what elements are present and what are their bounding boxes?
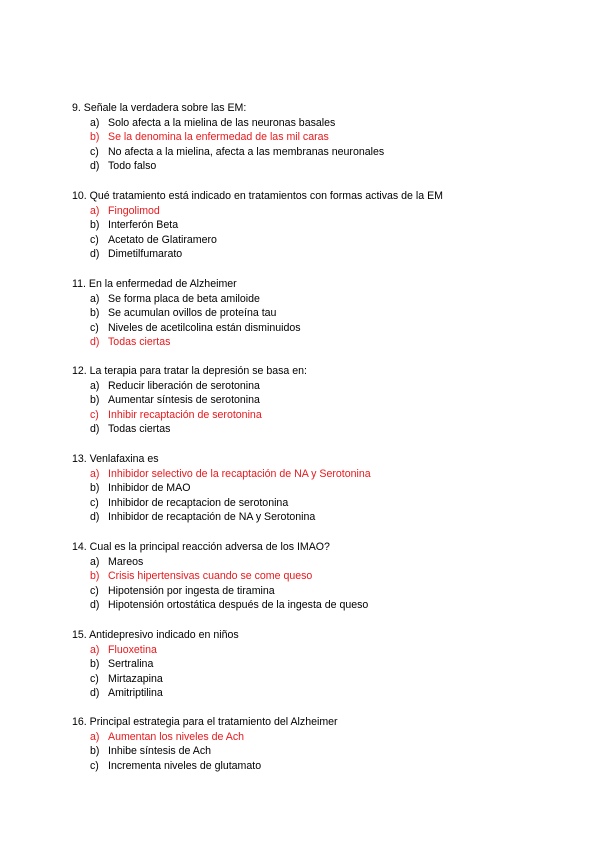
option-letter: a) [90,643,100,656]
option-c [72,759,572,774]
option-d [72,686,572,701]
option-letter: a) [90,116,100,129]
option-b [72,306,572,321]
option-text: Todas ciertas [108,336,171,349]
option-letter: b) [90,658,100,671]
option-letter: b) [90,219,100,232]
option-letter: a) [90,204,100,217]
option-text: Inhibidor de recaptacion de serotonina [108,496,289,509]
option-letter: d) [90,423,100,436]
option-text: Inhibidor de recaptación de NA y Serotonina [108,511,316,524]
option-a [72,643,572,658]
option-letter: c) [90,321,99,334]
option-text: Mirtazapina [108,672,163,685]
question-title: 11. En la enfermedad de Alzheimer [72,278,237,290]
option-letter: a) [90,467,100,480]
question-11 [72,277,572,350]
option-text: Inhibir recaptación de serotonina [108,408,262,421]
question-10 [72,189,572,262]
option-c [72,233,572,248]
question-9 [72,101,572,174]
option-b [72,218,572,233]
option-letter: b) [90,307,100,320]
option-text: Aumentan los niveles de Ach [108,730,245,743]
option-b [72,393,572,408]
option-letter: b) [90,745,100,758]
option-a [72,204,572,219]
option-letter: c) [90,496,99,509]
option-text: Hipotensión ortostática después de la ingesta de queso [108,599,369,612]
option-text: Interferón Beta [108,219,179,232]
option-a [72,379,572,394]
option-d [72,510,572,525]
option-b [72,657,572,672]
option-text: Inhibidor de MAO [108,482,191,495]
option-text: Sertralina [108,658,154,671]
option-text: Crisis hipertensivas cuando se come queso [108,570,313,583]
option-letter: c) [90,145,99,158]
option-a [72,730,572,745]
option-d [72,422,572,437]
option-letter: d) [90,687,100,700]
option-a [72,292,572,307]
question-14 [72,540,572,613]
option-d [72,335,572,350]
option-letter: b) [90,570,100,583]
option-c [72,321,572,336]
option-b [72,481,572,496]
option-text: No afecta a la mielina, afecta a las membranas neuronales [108,145,385,158]
option-letter: d) [90,511,100,524]
question-16 [72,715,572,773]
option-text: Reducir liberación de serotonina [108,379,260,392]
option-b [72,744,572,759]
question-title: 15. Antidepresivo indicado en niños [72,629,239,641]
option-letter: c) [90,759,99,772]
option-letter: a) [90,379,100,392]
option-c [72,408,572,423]
option-d [72,159,572,174]
option-text: Incrementa niveles de glutamato [108,759,262,772]
question-title: 14. Cual es la principal reacción adversa de los IMAO? [72,541,330,553]
option-text: Solo afecta a la mielina de las neuronas basales [108,116,336,129]
option-a [72,116,572,131]
option-text: Se forma placa de beta amiloide [108,292,260,305]
option-text: Se la denomina la enfermedad de las mil caras [108,131,329,144]
option-a [72,555,572,570]
option-c [72,672,572,687]
option-letter: b) [90,131,100,144]
option-letter: b) [90,394,100,407]
option-text: Inhibe síntesis de Ach [108,745,212,758]
option-text: Todas ciertas [108,423,171,436]
option-letter: b) [90,482,100,495]
option-letter: a) [90,555,100,568]
option-a [72,467,572,482]
option-d [72,247,572,262]
option-b [72,569,572,584]
option-d [72,598,572,613]
option-text: Dimetilfumarato [108,248,183,261]
option-letter: a) [90,730,100,743]
question-title: 9. Señale la verdadera sobre las EM: [72,102,247,114]
option-letter: d) [90,160,100,173]
option-c [72,584,572,599]
option-text: Todo falso [108,160,157,173]
option-letter: c) [90,408,99,421]
option-b [72,130,572,145]
option-letter: c) [90,672,99,685]
option-letter: d) [90,248,100,261]
option-text: Fluoxetina [108,643,157,656]
question-title: 13. Venlafaxina es [72,453,159,465]
option-text: Se acumulan ovillos de proteína tau [108,307,277,320]
option-letter: d) [90,336,100,349]
option-text: Fingolimod [108,204,160,217]
option-text: Acetato de Glatiramero [108,233,217,246]
question-title: 12. La terapia para tratar la depresión se basa en: [72,365,307,377]
option-text: Mareos [108,555,144,568]
option-text: Aumentar síntesis de serotonina [108,394,260,407]
question-12 [72,364,572,437]
option-text: Inhibidor selectivo de la recaptación de NA y Serotonina [108,467,371,480]
question-title: 16. Principal estrategia para el tratamiento del Alzheimer [72,716,338,728]
question-title: 10. Qué tratamiento está indicado en tratamientos con formas activas de la EM [72,190,443,202]
question-13 [72,452,572,525]
option-c [72,496,572,511]
option-letter: d) [90,599,100,612]
question-15 [72,628,572,701]
option-text: Hipotensión por ingesta de tiramina [108,584,275,597]
option-c [72,145,572,160]
option-letter: c) [90,584,99,597]
option-letter: a) [90,292,100,305]
option-letter: c) [90,233,99,246]
option-text: Amitriptilina [108,687,163,700]
option-text: Niveles de acetilcolina están disminuidos [108,321,301,334]
